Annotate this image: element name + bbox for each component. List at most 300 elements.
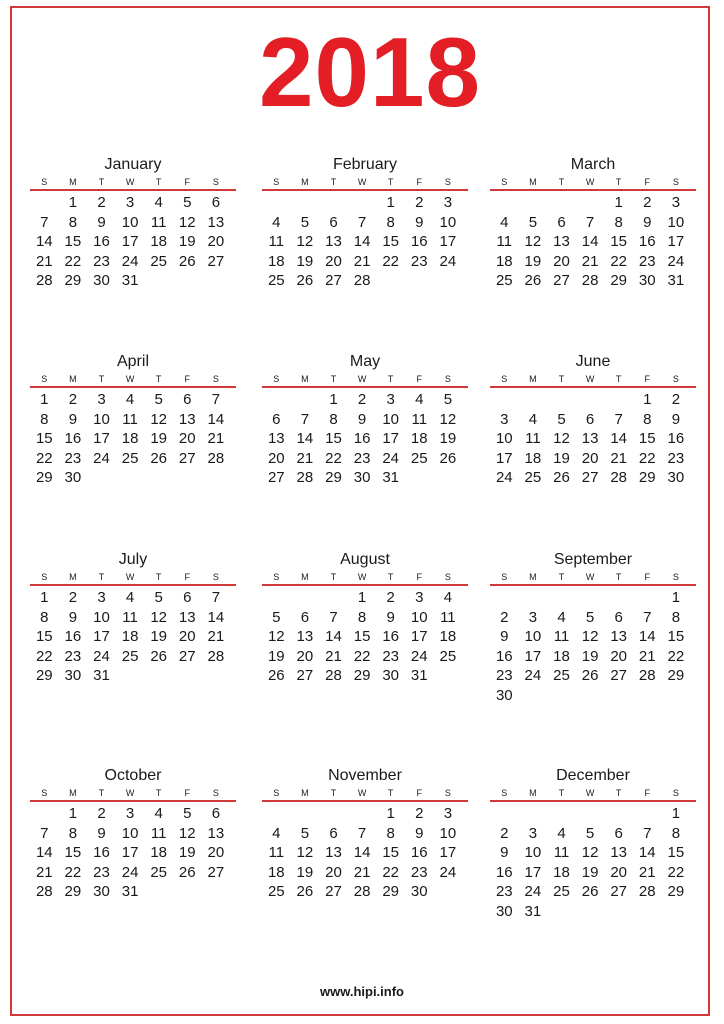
day-cell: 14 [581, 233, 599, 251]
day-cell: 5 [585, 608, 595, 626]
day-cell: 10 [439, 824, 457, 842]
empty-cell [633, 804, 662, 824]
header-rule [30, 584, 236, 586]
header-rule [30, 800, 236, 802]
day-cell: 17 [524, 647, 542, 665]
day-cell: 14 [207, 608, 225, 626]
day-cell: 3 [671, 194, 681, 211]
day-cell: 1 [643, 391, 652, 408]
day-cell: 11 [268, 233, 285, 251]
day-cell: 28 [207, 449, 225, 467]
day-cell: 9 [357, 410, 367, 428]
days-grid [490, 804, 696, 922]
day-cell: 3 [386, 391, 395, 408]
day-cell: 30 [64, 667, 82, 685]
day-cell: 24 [495, 469, 513, 487]
empty-cell [30, 193, 59, 213]
day-cell: 4 [557, 824, 566, 842]
weekday-label: T [98, 374, 105, 384]
month-name: July [118, 551, 148, 568]
day-cell: 20 [581, 449, 599, 467]
day-cell: 21 [638, 647, 656, 665]
day-cell: 2 [500, 824, 509, 842]
weekday-header [262, 176, 468, 188]
day-cell: 30 [410, 883, 428, 901]
month-july [30, 551, 236, 686]
day-cell: 24 [121, 863, 139, 881]
day-cell: 5 [557, 410, 566, 428]
day-cell: 14 [610, 430, 628, 448]
day-cell: 13 [207, 213, 225, 231]
day-cell: 22 [667, 647, 685, 665]
day-cell: 1 [40, 391, 49, 408]
day-cell: 19 [439, 430, 457, 448]
day-cell: 23 [410, 863, 428, 881]
day-cell: 29 [64, 883, 82, 901]
day-cell: 7 [357, 824, 367, 842]
weekday-label: F [184, 374, 191, 384]
day-cell: 25 [121, 449, 139, 467]
day-cell: 22 [610, 252, 628, 270]
day-cell: 16 [667, 430, 685, 448]
weekday-label: S [41, 374, 48, 384]
day-cell: 7 [211, 589, 221, 606]
day-cell: 4 [125, 589, 135, 606]
day-cell: 8 [614, 213, 623, 231]
day-cell: 31 [382, 469, 400, 487]
header-rule [262, 584, 468, 586]
empty-cell [348, 193, 377, 213]
day-cell: 12 [178, 213, 196, 231]
day-cell: 6 [272, 410, 281, 428]
day-cell: 26 [178, 252, 196, 270]
day-cell: 30 [353, 469, 371, 487]
day-cell: 5 [300, 824, 310, 842]
day-cell: 1 [329, 391, 338, 408]
day-cell: 10 [667, 213, 685, 231]
day-cell: 7 [300, 410, 310, 428]
day-cell: 28 [35, 272, 53, 290]
day-cell: 3 [528, 824, 538, 842]
weekday-label: M [301, 788, 309, 798]
empty-cell [490, 390, 519, 410]
day-cell: 20 [267, 449, 285, 467]
weekday-label: T [615, 788, 622, 798]
weekday-label: T [330, 788, 337, 798]
day-cell: 26 [178, 863, 196, 881]
weekday-label: T [155, 177, 162, 187]
day-cell: 18 [495, 252, 513, 270]
weekday-label: W [585, 788, 595, 798]
weekday-label: M [529, 788, 537, 798]
day-cell: 28 [207, 647, 225, 665]
day-cell: 17 [121, 844, 139, 862]
day-cell: 12 [150, 608, 168, 626]
day-cell: 1 [386, 805, 395, 822]
day-cell: 17 [439, 233, 457, 251]
weekday-label: M [529, 572, 537, 582]
day-cell: 27 [267, 469, 285, 487]
days-grid [30, 193, 236, 291]
day-cell: 11 [553, 844, 570, 862]
header-rule [262, 189, 468, 191]
day-cell: 24 [93, 449, 110, 467]
day-cell: 25 [410, 449, 428, 467]
day-cell: 1 [68, 194, 78, 211]
day-cell: 28 [296, 469, 314, 487]
day-cell: 30 [495, 686, 513, 704]
day-cell: 11 [122, 410, 138, 428]
day-cell: 1 [614, 194, 623, 211]
day-cell: 2 [68, 589, 78, 606]
day-cell: 11 [411, 410, 428, 428]
weekday-label: S [444, 572, 451, 582]
month-march [490, 156, 696, 291]
day-cell: 25 [150, 252, 168, 270]
day-cell: 15 [353, 628, 371, 646]
empty-cell [291, 193, 320, 213]
day-cell: 16 [64, 628, 82, 646]
day-cell: 14 [325, 628, 342, 646]
day-cell: 20 [178, 628, 196, 646]
day-cell: 26 [296, 883, 314, 901]
day-cell: 28 [610, 469, 628, 487]
weekday-label: S [41, 177, 48, 187]
day-cell: 8 [329, 410, 338, 428]
month-january [30, 156, 236, 291]
day-cell: 21 [207, 430, 225, 448]
day-cell: 2 [415, 194, 424, 211]
day-cell: 4 [272, 213, 281, 231]
day-cell: 14 [207, 410, 225, 428]
weekday-label: S [212, 572, 219, 582]
empty-cell [291, 588, 320, 608]
day-cell: 11 [150, 213, 167, 231]
weekday-label: S [672, 572, 679, 582]
day-cell: 4 [154, 805, 163, 822]
days-grid [262, 804, 468, 902]
empty-cell [519, 193, 548, 213]
day-cell: 10 [524, 628, 542, 646]
day-cell: 13 [267, 430, 285, 448]
empty-cell [633, 588, 662, 608]
day-cell: 1 [357, 589, 367, 606]
weekday-label: S [444, 177, 451, 187]
weekday-header [490, 571, 696, 583]
day-cell: 10 [495, 430, 513, 448]
day-cell: 5 [183, 194, 192, 211]
day-cell: 21 [35, 863, 53, 881]
day-cell: 22 [35, 449, 53, 467]
day-cell: 6 [183, 391, 192, 408]
month-name: December [556, 767, 630, 784]
day-cell: 8 [386, 824, 395, 842]
day-cell: 23 [353, 449, 371, 467]
weekday-label: T [155, 788, 162, 798]
day-cell: 31 [121, 883, 139, 901]
empty-cell [262, 588, 291, 608]
day-cell: 28 [35, 883, 53, 901]
day-cell: 15 [64, 233, 82, 251]
day-cell: 28 [325, 667, 342, 685]
day-cell: 22 [325, 449, 342, 467]
month-name: April [116, 353, 149, 370]
day-cell: 24 [410, 647, 428, 665]
weekday-label: M [529, 374, 537, 384]
day-cell: 7 [329, 608, 338, 626]
day-cell: 6 [329, 824, 338, 842]
day-cell: 16 [93, 844, 110, 862]
day-cell: 16 [64, 430, 82, 448]
days-grid [30, 588, 236, 686]
day-cell: 8 [643, 410, 652, 428]
day-cell: 12 [178, 824, 196, 842]
weekday-label: S [501, 374, 508, 384]
day-cell: 21 [325, 647, 342, 665]
day-cell: 4 [557, 608, 566, 626]
weekday-label: T [387, 177, 394, 187]
day-cell: 12 [296, 233, 314, 251]
day-cell: 7 [211, 391, 221, 408]
weekday-label: S [212, 374, 219, 384]
day-cell: 26 [524, 272, 542, 290]
day-cell: 23 [64, 449, 82, 467]
day-cell: 1 [386, 194, 395, 211]
day-cell: 3 [97, 391, 106, 408]
weekday-header [30, 176, 236, 188]
day-cell: 30 [382, 667, 400, 685]
day-cell: 14 [353, 844, 371, 862]
day-cell: 31 [667, 272, 685, 290]
day-cell: 21 [353, 252, 371, 270]
days-grid [262, 193, 468, 291]
day-cell: 25 [495, 272, 513, 290]
day-cell: 11 [150, 824, 167, 842]
day-cell: 6 [557, 213, 566, 231]
day-cell: 14 [638, 844, 656, 862]
weekday-label: T [330, 572, 337, 582]
day-cell: 12 [553, 430, 570, 448]
empty-cell [604, 588, 633, 608]
day-cell: 17 [93, 430, 110, 448]
day-cell: 19 [178, 233, 196, 251]
weekday-label: T [615, 177, 622, 187]
day-cell: 23 [93, 863, 110, 881]
day-cell: 9 [386, 608, 395, 626]
day-cell: 18 [150, 233, 168, 251]
day-cell: 18 [121, 430, 139, 448]
day-cell: 14 [353, 233, 371, 251]
day-cell: 25 [150, 863, 168, 881]
day-cell: 3 [443, 194, 453, 211]
day-cell: 26 [150, 449, 168, 467]
empty-cell [291, 390, 320, 410]
day-cell: 19 [581, 647, 599, 665]
day-cell: 29 [325, 469, 342, 487]
day-cell: 18 [410, 430, 428, 448]
weekday-label: S [672, 177, 679, 187]
day-cell: 20 [325, 252, 342, 270]
weekday-label: S [212, 788, 219, 798]
day-cell: 23 [667, 449, 685, 467]
header-rule [30, 189, 236, 191]
days-grid [30, 390, 236, 488]
empty-cell [490, 588, 519, 608]
weekday-label: S [212, 177, 219, 187]
weekday-label: T [615, 374, 622, 384]
weekday-label: W [125, 788, 135, 798]
day-cell: 10 [121, 213, 139, 231]
day-cell: 26 [267, 667, 285, 685]
day-cell: 18 [150, 844, 168, 862]
day-cell: 28 [638, 667, 656, 685]
weekday-label: T [155, 572, 162, 582]
day-cell: 19 [296, 863, 314, 881]
day-cell: 11 [525, 430, 541, 448]
day-cell: 8 [68, 213, 78, 231]
weekday-label: M [69, 788, 77, 798]
weekday-label: T [155, 374, 162, 384]
month-name: November [328, 767, 402, 784]
year-title: 2018 [258, 17, 481, 127]
month-name: August [340, 551, 390, 568]
day-cell: 13 [553, 233, 570, 251]
day-cell: 26 [150, 647, 168, 665]
header-rule [490, 584, 696, 586]
weekday-label: W [125, 572, 135, 582]
day-cell: 28 [353, 883, 371, 901]
empty-cell [319, 588, 348, 608]
day-cell: 5 [585, 824, 595, 842]
day-cell: 17 [495, 449, 513, 467]
day-cell: 7 [357, 213, 367, 231]
weekday-label: T [558, 788, 565, 798]
days-grid [490, 390, 696, 488]
day-cell: 23 [410, 252, 428, 270]
day-cell: 14 [638, 628, 656, 646]
day-cell: 20 [207, 233, 225, 251]
empty-cell [348, 804, 377, 824]
days-grid [490, 588, 696, 706]
weekday-label: S [501, 177, 508, 187]
day-cell: 20 [178, 430, 196, 448]
day-cell: 5 [443, 391, 453, 408]
day-cell: 9 [97, 213, 106, 231]
day-cell: 27 [207, 863, 225, 881]
day-cell: 26 [439, 449, 457, 467]
day-cell: 10 [121, 824, 139, 842]
day-cell: 21 [207, 628, 225, 646]
day-cell: 14 [296, 430, 314, 448]
day-cell: 27 [178, 647, 196, 665]
day-cell: 12 [296, 844, 314, 862]
day-cell: 5 [272, 608, 281, 626]
weekday-header [490, 176, 696, 188]
day-cell: 24 [382, 449, 400, 467]
weekday-label: T [330, 374, 337, 384]
weekday-header [490, 373, 696, 385]
day-cell: 9 [671, 410, 681, 428]
day-cell: 7 [614, 410, 623, 428]
day-cell: 29 [667, 883, 685, 901]
empty-cell [576, 804, 605, 824]
day-cell: 5 [154, 589, 163, 606]
month-september [490, 551, 696, 706]
day-cell: 3 [528, 608, 538, 626]
day-cell: 13 [178, 608, 196, 626]
day-cell: 10 [524, 844, 542, 862]
day-cell: 10 [382, 410, 400, 428]
day-cell: 11 [553, 628, 570, 646]
month-december [490, 767, 696, 922]
month-name: January [104, 156, 162, 173]
empty-cell [262, 193, 291, 213]
day-cell: 16 [410, 233, 428, 251]
day-cell: 2 [97, 805, 106, 822]
day-cell: 29 [64, 272, 82, 290]
empty-cell [30, 804, 59, 824]
day-cell: 29 [353, 667, 371, 685]
day-cell: 26 [581, 667, 599, 685]
day-cell: 8 [671, 824, 681, 842]
empty-cell [490, 193, 519, 213]
day-cell: 1 [68, 805, 78, 822]
day-cell: 15 [610, 233, 628, 251]
weekday-label: F [416, 177, 423, 187]
month-name: May [349, 353, 381, 370]
day-cell: 9 [415, 824, 424, 842]
day-cell: 17 [93, 628, 110, 646]
day-cell: 30 [93, 272, 110, 290]
weekday-label: F [416, 374, 423, 384]
month-november [262, 767, 468, 902]
day-cell: 16 [382, 628, 400, 646]
weekday-label: W [125, 374, 135, 384]
day-cell: 5 [154, 391, 163, 408]
day-cell: 28 [638, 883, 656, 901]
day-cell: 14 [35, 233, 53, 251]
day-cell: 2 [97, 194, 106, 211]
day-cell: 19 [524, 252, 542, 270]
weekday-label: T [387, 572, 394, 582]
weekday-label: W [125, 177, 135, 187]
day-cell: 20 [610, 647, 628, 665]
day-cell: 27 [553, 272, 570, 290]
day-cell: 24 [121, 252, 139, 270]
day-cell: 13 [296, 628, 314, 646]
day-cell: 11 [440, 608, 456, 626]
day-cell: 9 [500, 628, 509, 646]
day-cell: 6 [211, 194, 221, 211]
weekday-label: F [644, 374, 651, 384]
day-cell: 4 [415, 391, 424, 408]
day-cell: 1 [671, 589, 681, 606]
empty-cell [319, 193, 348, 213]
day-cell: 8 [68, 824, 78, 842]
weekday-label: W [585, 374, 595, 384]
weekday-label: S [273, 177, 280, 187]
day-cell: 31 [121, 272, 139, 290]
empty-cell [490, 804, 519, 824]
weekday-label: T [558, 572, 565, 582]
day-cell: 9 [68, 608, 78, 626]
weekday-header [490, 787, 696, 799]
day-cell: 26 [553, 469, 570, 487]
day-cell: 24 [524, 667, 542, 685]
day-cell: 21 [638, 863, 656, 881]
weekday-label: F [644, 572, 651, 582]
day-cell: 16 [495, 647, 513, 665]
